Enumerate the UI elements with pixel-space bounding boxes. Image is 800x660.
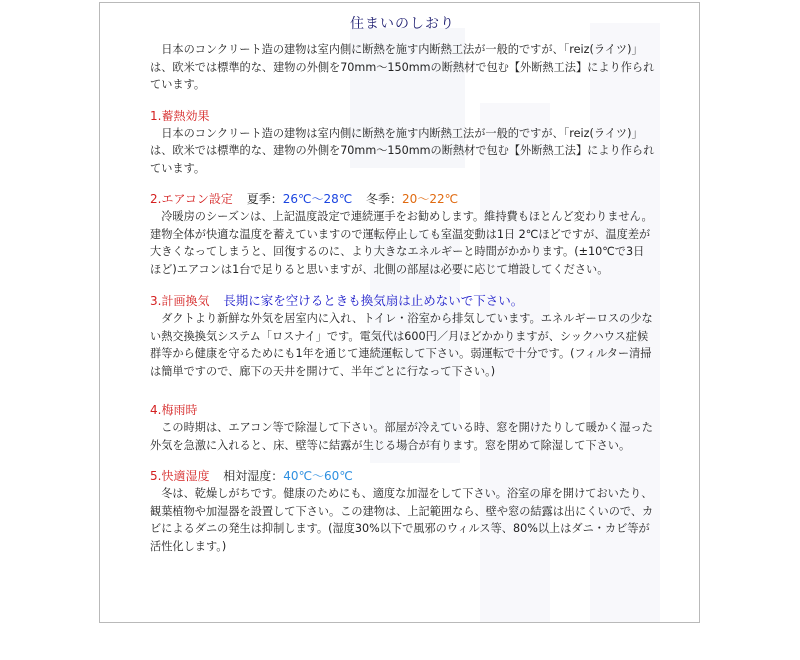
section-title: 5.快適湿度 bbox=[150, 469, 210, 483]
document-frame bbox=[99, 2, 700, 623]
section-body-1: 日本のコンクリート造の建物は室内側に断熱を施す内断熱工法が一般的ですが、「reiz(ライツ)」は、欧米では標準的な、建物の外側を70mm～150mmの断熱材で包む【外断熱工法】により作られています。 bbox=[150, 126, 655, 175]
section-heading-4 bbox=[150, 402, 655, 419]
section-body-5: 冬は、乾燥しがちです。健康のためにも、適度な加湿をして下さい。浴室の扉を開けておいたり、観葉植物や加湿器を設置して下さい。この建物は、上記範囲なら、壁や窓の結露は出にくいので、カビによるダニの発生は抑制します。(湿度30%以下で風邪のウィルス等、80%以上はダニ・カビ等が活性化します。) bbox=[150, 487, 654, 553]
section-title: 2.エアコン設定 bbox=[150, 192, 233, 206]
section-title: 1.蓄熱効果 bbox=[150, 108, 210, 123]
summer-label: 夏季： bbox=[246, 192, 283, 206]
humidity-label: 相対湿度： bbox=[223, 469, 284, 483]
section-heading-1 bbox=[150, 108, 655, 125]
section-heading-2 bbox=[150, 191, 655, 208]
section-heading-5 bbox=[150, 468, 655, 485]
winter-value: 20～22℃ bbox=[402, 192, 459, 206]
document-content bbox=[150, 3, 655, 555]
section-title: 3.計画換気 bbox=[150, 294, 210, 308]
section-title: 4.梅雨時 bbox=[150, 403, 198, 417]
ventilation-note: 長期に家を空けるときも換気扇は止めないで下さい。 bbox=[223, 293, 524, 308]
section-body-3: ダクトより新鮮な外気を居室内に入れ、トイレ・浴室から排気しています。エネルギーロスの少ない熱交換換気システム「ロスナイ」です。電気代は600円／月ほどかかりますが、シックハウス症候群等から健康を守るためにも1年を通じて連続運転して下さい。弱運転で十分です。(フィルター清掃は簡単ですので、廊下の天井を開けて、半年ごとに行なって下さい。) bbox=[150, 312, 653, 378]
section-body-2: 冷暖房のシーズンは、上記温度設定で連続運手をお勧めします。維持費もほとんど変わりません。建物全体が快適な温度を蓄えていますので運転停止しても室温変動は1日 2℃ほどですが、温度差が大きくなってしまうと、回復するのに、より大きなエネルギーと時間がかかります。(±10℃で3日ほど)エアコンは1台で足りると思いますが、北側の部屋は必要に応じて増設してください。 bbox=[150, 210, 653, 276]
section-heading-3 bbox=[150, 292, 655, 310]
page-title: 住まいのしおり bbox=[350, 16, 455, 32]
humidity-value: 40℃～60℃ bbox=[283, 469, 353, 483]
winter-label: 冬季： bbox=[366, 192, 403, 206]
summer-value: 26℃～28℃ bbox=[282, 192, 353, 206]
intro-paragraph: 日本のコンクリート造の建物は室内側に断熱を施す内断熱工法が一般的ですが、「reiz(ライツ)」は、欧米では標準的な、建物の外側を70mm～150mmの断熱材で包む【外断熱工法】により作られています。 bbox=[150, 43, 655, 91]
section-body-4: この時期は、エアコン等で除湿して下さい。部屋が冷えている時、窓を開けたりして暖かく湿った外気を急激に入れると、床、壁等に結露が生じる場合が有ります。窓を閉めて除湿して下さい。 bbox=[150, 421, 653, 452]
